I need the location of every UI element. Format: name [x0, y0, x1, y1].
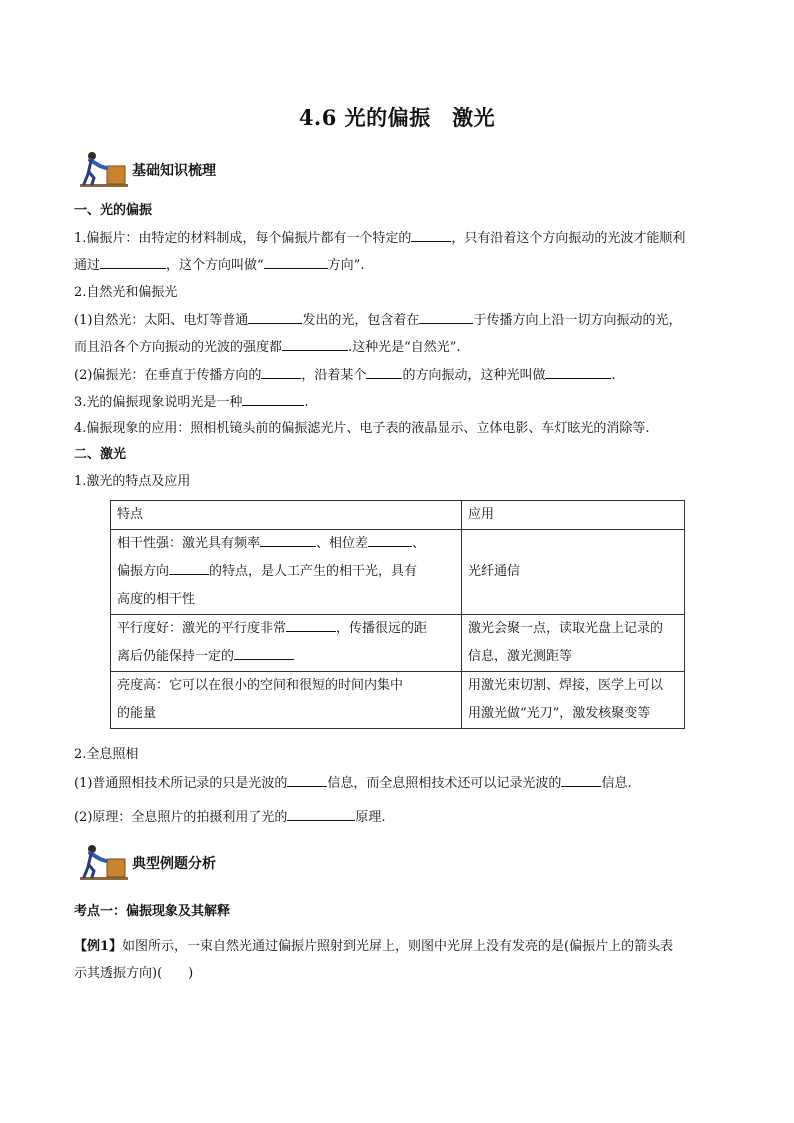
paragraph-holography-1: (1)普通照相技术所记录的只是光波的 信息，而全息照相技术还可以记录光波的 信息. — [74, 776, 632, 791]
answer-blank[interactable] — [287, 808, 355, 821]
table-header-cell: 应用 — [462, 501, 685, 530]
person-pushing-box-icon — [80, 150, 130, 190]
table-header-cell: 特点 — [111, 501, 462, 530]
heading-laser-features: 1.激光的特点及应用 — [74, 474, 191, 489]
table-row — [111, 672, 685, 729]
section-header-examples — [80, 843, 380, 883]
answer-blank[interactable] — [282, 338, 348, 351]
heading-polarization: 一、光的偏振 — [74, 203, 153, 218]
answer-blank[interactable] — [368, 534, 412, 547]
table-cell-application: 激光会聚一点，读取光盘上记录的 信息，激光测距等 — [462, 615, 685, 672]
table-cell-feature: 亮度高：它可以在很小的空间和很短的时间内集中 的能量 — [111, 672, 462, 729]
heading-natural-polarized: 2.自然光和偏振光 — [74, 285, 178, 300]
person-pushing-box-icon — [80, 843, 130, 883]
paragraph-polarizer-1: 1.偏振片：由特定的材料制成，每个偏振片都有一个特定的 ，只有沿着这个方向振动的光波才能顺利 — [74, 231, 686, 246]
answer-blank[interactable] — [286, 619, 336, 632]
table-row — [111, 615, 685, 672]
answer-blank[interactable] — [419, 311, 473, 324]
answer-blank[interactable] — [248, 311, 302, 324]
paragraph-polarized-light: (2)偏振光：在垂直于传播方向的 ，沿着某个 的方向振动，这种光叫做 . — [74, 368, 616, 383]
paragraph-polarization-meaning: 3.光的偏振现象说明光是一种 . — [74, 395, 309, 410]
answer-blank[interactable] — [561, 774, 601, 787]
answer-blank[interactable] — [260, 534, 316, 547]
example-1-line-2: 示其透振方向)( ) — [74, 966, 194, 981]
paragraph-holography-2: (2)原理：全息照片的拍摄利用了光的 原理. — [74, 810, 386, 825]
answer-blank[interactable] — [411, 229, 451, 242]
answer-blank[interactable] — [100, 256, 166, 269]
example-tag: 【例1】 — [74, 939, 123, 954]
example-1-line-1: 【例1】如图所示，一束自然光通过偏振片照射到光屏上，则图中光屏上没有发亮的是(偏振片上的箭头表 — [74, 939, 674, 954]
answer-blank[interactable] — [264, 256, 328, 269]
paragraph-polarizer-2: 通过 ，这个方向叫做“ 方向”. — [74, 258, 365, 273]
table-row — [111, 530, 685, 615]
answer-blank[interactable] — [366, 366, 402, 379]
table-cell-application: 光纤通信 — [462, 530, 685, 615]
paragraph-applications: 4.偏振现象的应用：照相机镜头前的偏振滤光片、电子表的液晶显示、立体电影、车灯眩光的消除等. — [74, 421, 650, 436]
answer-blank[interactable] — [287, 774, 327, 787]
answer-blank[interactable] — [545, 366, 611, 379]
paragraph-natural-light-1: (1)自然光：太阳、电灯等普通 发出的光，包含着在 于传播方向上沿一切方向振动的光， — [74, 313, 682, 328]
table-cell-application: 用激光束切割、焊接，医学上可以 用激光做“光刀”，激发核聚变等 — [462, 672, 685, 729]
answer-blank[interactable] — [242, 393, 304, 406]
answer-blank[interactable] — [169, 562, 209, 575]
paragraph-natural-light-2: 而且沿各个方向振动的光波的强度都 .这种光是“自然光”. — [74, 340, 461, 355]
table-cell-feature: 相干性强：激光具有频率 、相位差 、 偏振方向 的特点，是人工产生的相干光，具有 高度的相干性 — [111, 530, 462, 615]
table-cell-feature: 平行度好：激光的平行度非常 ，传播很远的距 离后仍能保持一定的 — [111, 615, 462, 672]
heading-holography: 2.全息照相 — [74, 747, 139, 762]
answer-blank[interactable] — [234, 647, 294, 660]
section-title: 典型例题分析 — [132, 856, 216, 872]
laser-features-table — [110, 500, 685, 729]
section-title: 基础知识梳理 — [132, 163, 216, 179]
table-header-row — [111, 501, 685, 530]
heading-key-point-1: 考点一：偏振现象及其解释 — [74, 904, 231, 919]
answer-blank[interactable] — [261, 366, 301, 379]
section-header-basics — [80, 150, 380, 190]
heading-laser: 二、激光 — [74, 447, 127, 462]
page-title: 4.6 光的偏振 激光 — [298, 105, 496, 130]
